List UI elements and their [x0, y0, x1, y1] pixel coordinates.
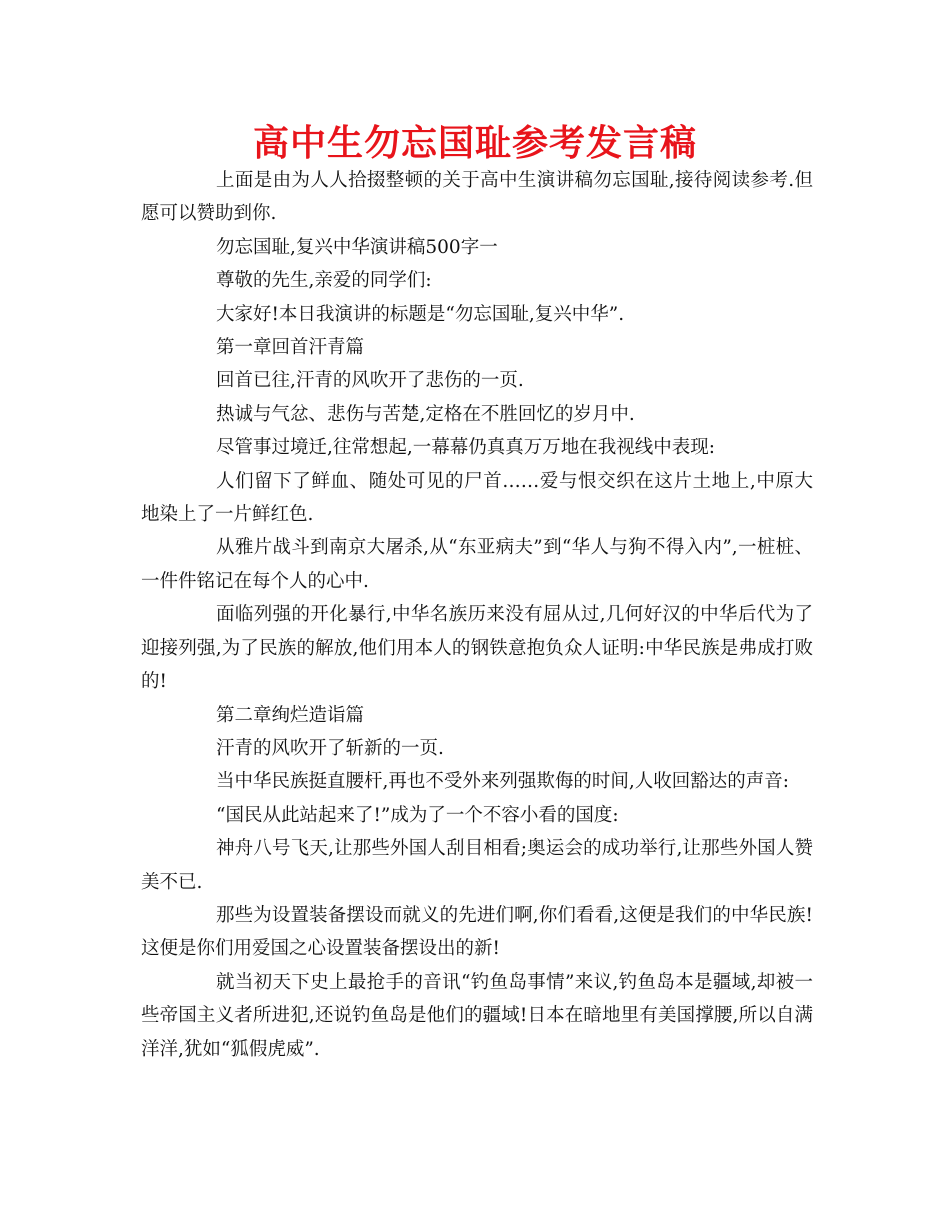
paragraph: 热诚与气忿、悲伤与苦楚,定格在不胜回忆的岁月中. [216, 403, 635, 425]
paragraph: 回首已往,汗青的风吹开了悲伤的一页. [216, 370, 524, 392]
paragraph: 面临列强的开化暴行,中华名族历来没有屈从过,几何好汉的中华后代为了迎接列强,为了民族的解放,他们用本人的钢铁意抱负众人证明:中华民族是弗成打败的! [141, 604, 813, 693]
paragraph: 大家好!本日我演讲的标题是“勿忘国耻,复兴中华”. [216, 303, 625, 325]
paragraph: 尽管事过境迁,往常想起,一幕幕仍真真万万地在我视线中表现: [216, 437, 715, 459]
paragraph: 那些为设置装备摆设而就义的先进们啊,你们看看,这便是我们的中华民族!这便是你们用爱国之心设置装备摆设出的新! [141, 904, 813, 960]
paragraph: 勿忘国耻,复兴中华演讲稿500字一 [216, 236, 498, 258]
paragraph: 尊敬的先生,亲爱的同学们: [216, 270, 432, 292]
paragraph: 汗青的风吹开了斩新的一页. [216, 737, 444, 759]
chapter-heading: 第一章回首汗青篇 [216, 337, 365, 359]
paragraph: 就当初天下史上最抢手的音讯“钓鱼岛事情”来议,钓鱼岛本是疆域,却被一些帝国主义者所进犯,还说钓鱼岛是他们的疆域!日本在暗地里有美国撑腰,所以自满洋洋,犹如“狐假虎威”. [141, 971, 813, 1060]
paragraph: 人们留下了鲜血、随处可见的尸首……爱与恨交织在这片土地上,中原大地染上了一片鲜红色. [141, 470, 813, 526]
paragraph: 神舟八号飞天,让那些外国人刮目相看;奥运会的成功举行,让那些外国人赞美不已. [141, 838, 813, 893]
document-body [141, 164, 813, 1066]
paragraph: 上面是由为人人拾掇整顿的关于高中生演讲稿勿忘国耻,接待阅读参考.但愿可以赞助到你. [141, 170, 813, 225]
paragraph: 从雅片战斗到南京大屠杀,从“东亚病夫”到“华人与狗不得入内”,一桩桩、一件件铭记在每个人的心中. [141, 537, 813, 592]
paragraph: “国民从此站起来了!”成为了一个不容小看的国度: [216, 804, 619, 826]
document-title: 高中生勿忘国耻参考发言稿 [252, 123, 697, 164]
paragraph: 当中华民族挺直腰杆,再也不受外来列强欺侮的时间,人收回豁达的声音: [216, 771, 789, 793]
chapter-heading: 第二章绚烂造诣篇 [216, 704, 365, 726]
